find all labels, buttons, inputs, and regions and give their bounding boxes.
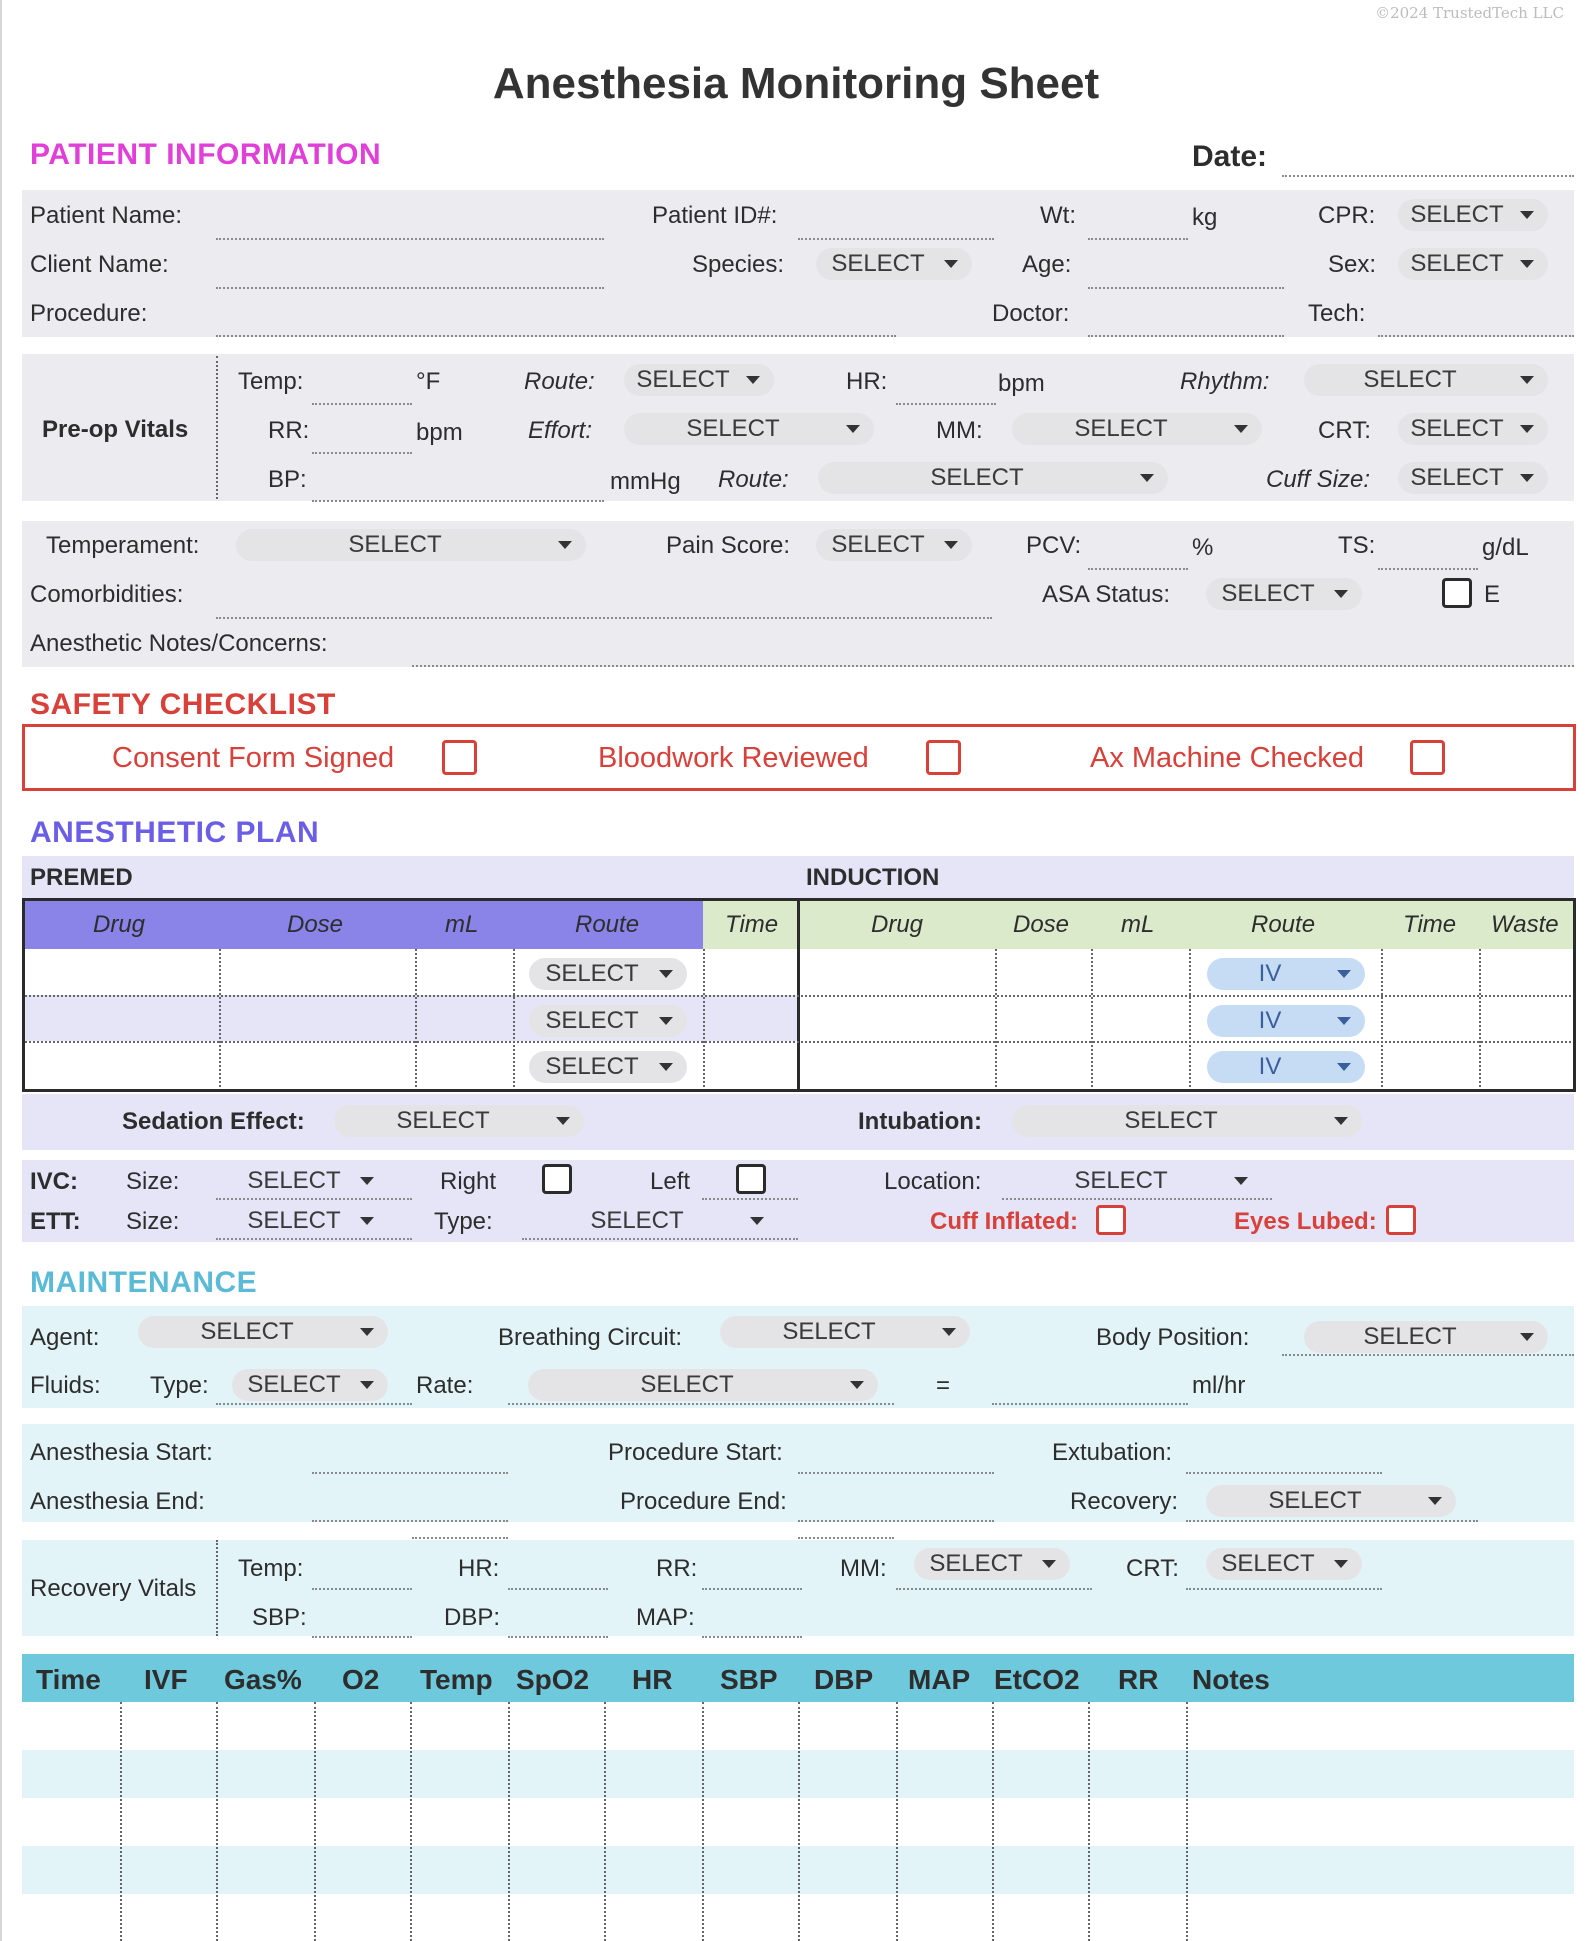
induction-col-dose: Dose [1013,911,1070,938]
consent-form-checkbox[interactable] [442,740,477,775]
chevron-down-icon [1140,474,1154,482]
rv-mm-label: MM: [840,1555,887,1582]
chevron-down-icon [850,1381,864,1389]
preop-temp-label: Temp: [238,368,304,395]
premed-route-select-2[interactable]: SELECT [529,1005,687,1037]
watermark: ©2024 TrustedTech LLC [1375,4,1564,22]
preop-route-label: Route: [524,368,595,395]
ts-field[interactable] [1378,568,1478,570]
premed-col-dose: Dose [287,911,344,938]
patient-name-field[interactable] [216,238,604,240]
chevron-down-icon [1520,1333,1534,1341]
induction-col-ml: mL [1121,911,1155,938]
patient-id-label: Patient ID#: [652,202,778,229]
recovery-underline [1186,1520,1478,1522]
premed-col-time: Time [725,911,779,938]
chevron-down-icon [1520,260,1534,268]
rv-crt-label: CRT: [1126,1555,1179,1582]
fluids-type-underline [216,1403,412,1405]
chevron-down-icon [750,1217,764,1225]
ett-size-select[interactable]: SELECT [232,1205,388,1237]
anesthesia-end-field[interactable] [312,1520,508,1522]
log-col-divider [508,1702,510,1941]
deg-f-unit: °F [416,368,441,395]
chevron-down-icon [1520,376,1534,384]
preop-rr-label: RR: [268,417,310,444]
left-underline [702,1198,798,1200]
left-label: Left [650,1168,691,1195]
rhythm-select[interactable]: SELECT [1304,364,1548,396]
location-underline [1002,1198,1272,1200]
equals-sign: = [936,1372,951,1399]
log-col-time: Time [36,1664,101,1695]
log-col-hr: HR [632,1664,673,1695]
rv-rr-label: RR: [656,1555,698,1582]
body-position-select[interactable]: SELECT [1304,1321,1548,1353]
chevron-down-icon [1334,590,1348,598]
procedure-field[interactable] [216,335,896,337]
asa-status-select[interactable]: SELECT [1206,578,1362,610]
log-col-divider [604,1702,606,1941]
log-col-ivf: IVF [144,1664,188,1695]
drug-table [22,898,1576,1092]
ivc-size-label: Size: [126,1168,180,1195]
ax-machine-checkbox[interactable] [1410,740,1445,775]
ett-type-label: Type: [434,1208,493,1235]
induction-route-select-3[interactable]: IV [1207,1051,1365,1083]
log-col-divider [798,1702,800,1941]
asa-emergency-label: E [1484,581,1501,608]
rhythm-label: Rhythm: [1180,368,1270,395]
mmhg-unit: mmHg [610,468,681,495]
patient-name-label: Patient Name: [30,202,183,229]
effort-select[interactable]: SELECT [624,413,874,445]
preop-rr-field[interactable] [312,452,412,454]
preop-crt-label: CRT: [1318,417,1371,444]
rv-mm-underline [896,1588,1092,1590]
row-divider [25,1041,1576,1043]
col-divider [1091,949,1093,1092]
anesthetic-notes-label: Anesthetic Notes/Concerns: [30,630,328,657]
log-col-divider [702,1702,704,1941]
recovery-vitals-label: Recovery Vitals [30,1575,197,1602]
chevron-down-icon [942,1328,956,1336]
recovery-divider [216,1540,218,1636]
chevron-down-icon [1334,1560,1348,1568]
right-label: Right [440,1168,497,1195]
log-col-o2: O2 [342,1664,380,1695]
chevron-down-icon [659,970,673,978]
chevron-down-icon [1234,425,1248,433]
gdl-unit: g/dL [1482,534,1529,561]
sedation-effect-label: Sedation Effect: [122,1108,305,1135]
cuff-inflated-checkbox[interactable] [1096,1205,1126,1235]
consent-form-label: Consent Form Signed [112,742,395,774]
extubation-field[interactable] [1186,1472,1382,1474]
preop-vitals-label: Pre-op Vitals [42,416,189,443]
pcv-percent-unit: % [1192,534,1214,561]
anesthetic-plan-heading: ANESTHETIC PLAN [30,816,320,849]
kg-unit: kg [1192,204,1218,231]
chevron-down-icon [558,541,572,549]
sedation-effect-select[interactable]: SELECT [334,1105,584,1137]
patient-info-heading: PATIENT INFORMATION [30,138,382,171]
preop-bp-label: BP: [268,466,307,493]
bloodwork-label: Bloodwork Reviewed [598,742,869,774]
chevron-down-icon [944,260,958,268]
rv-dbp-field[interactable] [508,1636,608,1638]
eyes-lubed-label: Eyes Lubed: [1234,1208,1377,1235]
wt-field[interactable] [1088,238,1188,240]
ivc-size-select[interactable]: SELECT [232,1165,388,1197]
sex-label: Sex: [1328,251,1377,278]
log-col-divider [314,1702,316,1941]
bloodwork-checkbox[interactable] [926,740,961,775]
log-col-dbp: DBP [814,1664,874,1695]
temp-route-select[interactable]: SELECT [624,364,774,396]
intubation-select[interactable]: SELECT [1012,1105,1362,1137]
procedure-start-label: Procedure Start: [608,1439,783,1466]
preop-hr-field[interactable] [896,403,996,405]
chevron-down-icon [1428,1497,1442,1505]
premed-col-ml: mL [445,911,479,938]
chevron-down-icon [1334,1117,1348,1125]
left-checkbox[interactable] [736,1164,766,1194]
chevron-down-icon [1337,970,1351,978]
col-divider [513,949,515,1092]
chevron-down-icon [659,1063,673,1071]
log-col-spo2: SpO2 [516,1664,590,1695]
premed-label: PREMED [30,864,133,891]
agent-label: Agent: [30,1324,100,1351]
chevron-down-icon [746,376,760,384]
chevron-down-icon [1042,1560,1056,1568]
agent-select[interactable]: SELECT [138,1316,388,1348]
safety-checklist-heading: SAFETY CHECKLIST [30,688,336,721]
chevron-down-icon [1520,474,1534,482]
induction-label: INDUCTION [806,864,940,891]
log-col-divider [1186,1702,1188,1941]
ivc-size-underline [216,1198,412,1200]
induction-col-route: Route [1251,911,1316,938]
log-col-temp: Temp [420,1664,493,1695]
temperament-label: Temperament: [46,532,200,559]
rv-hr-label: HR: [458,1555,500,1582]
cpr-select[interactable]: SELECT [1398,199,1548,231]
page-title: Anesthesia Monitoring Sheet [492,59,1100,108]
induction-col-waste: Waste [1491,911,1559,938]
pain-score-label: Pain Score: [666,532,791,559]
chevron-down-icon [1337,1063,1351,1071]
log-col-divider [120,1702,122,1941]
rv-map-label: MAP: [636,1604,695,1631]
preop-temp-field[interactable] [312,403,412,405]
location-select[interactable]: SELECT [1012,1165,1262,1197]
pcv-label: PCV: [1026,532,1082,559]
rv-crt-select[interactable]: SELECT [1206,1548,1362,1580]
fluids-label: Fluids: [30,1372,101,1399]
log-col-divider [992,1702,994,1941]
rv-rr-field[interactable] [702,1588,802,1590]
rv-mm-select[interactable]: SELECT [914,1548,1070,1580]
chevron-down-icon [556,1117,570,1125]
breathing-circuit-label: Breathing Circuit: [498,1324,683,1351]
preop-divider [216,356,218,499]
doctor-label: Doctor: [992,300,1070,327]
cpr-label: CPR: [1318,202,1376,229]
right-checkbox[interactable] [542,1164,572,1194]
asa-status-label: ASA Status: [1042,581,1171,608]
log-col-divider [410,1702,412,1941]
chevron-down-icon [846,425,860,433]
bp-route-label: Route: [718,466,789,493]
tech-label: Tech: [1308,300,1366,327]
rv-hr-field[interactable] [508,1588,608,1590]
ett-size-label: Size: [126,1208,180,1235]
comorbidities-field[interactable] [216,617,992,619]
location-label: Location: [884,1168,982,1195]
ett-size-underline [216,1238,412,1240]
plan-subheader-band [22,856,1574,898]
mlhr-unit: ml/hr [1192,1372,1246,1399]
fluids-type-label: Type: [150,1372,209,1399]
maintenance-heading: MAINTENANCE [30,1266,258,1299]
chevron-down-icon [1337,1017,1351,1025]
cuff-inflated-label: Cuff Inflated: [930,1208,1078,1235]
rv-crt-underline [1186,1588,1382,1590]
induction-col-drug: Drug [871,911,924,938]
rv-sbp-label: SBP: [252,1604,307,1631]
doctor-field[interactable] [1088,335,1284,337]
asa-emergency-checkbox[interactable] [1442,578,1472,608]
log-col-gas: Gas% [224,1664,302,1695]
col-divider [219,949,221,1092]
species-select[interactable]: SELECT [816,248,972,280]
rate-underline [508,1403,894,1405]
chevron-down-icon [360,1177,374,1185]
log-col-notes: Notes [1192,1664,1270,1695]
preop-mm-label: MM: [936,417,983,444]
log-col-divider [896,1702,898,1941]
ts-label: TS: [1338,532,1376,559]
cuff-size-label: Cuff Size: [1266,466,1371,493]
comorbidities-label: Comorbidities: [30,581,184,608]
chevron-down-icon [1520,425,1534,433]
breathing-circuit-select[interactable]: SELECT [720,1316,970,1348]
chevron-down-icon [1234,1177,1248,1185]
anesthesia-start-label: Anesthesia Start: [30,1439,213,1466]
col-divider [1189,949,1191,1092]
fluid-rate-field[interactable] [992,1403,1188,1405]
preop-crt-select[interactable]: SELECT [1398,413,1548,445]
col-divider [703,949,705,1092]
anesthetic-notes-field[interactable] [412,665,1574,667]
col-divider [995,949,997,1092]
bp-route-select[interactable]: SELECT [818,462,1168,494]
procedure-start-field[interactable] [798,1472,994,1474]
client-name-field[interactable] [216,287,604,289]
premed-col-drug: Drug [93,911,146,938]
recovery-select[interactable]: SELECT [1206,1485,1456,1517]
body-position-label: Body Position: [1096,1324,1250,1351]
age-field[interactable] [1088,287,1284,289]
premed-col-route: Route [575,911,640,938]
chevron-down-icon [659,1017,673,1025]
col-divider [1479,949,1481,1092]
procedure-end-field[interactable] [798,1520,994,1522]
ett-type-select[interactable]: SELECT [528,1205,778,1237]
induction-col-time: Time [1403,911,1457,938]
procedure-label: Procedure: [30,300,148,327]
chevron-down-icon [1520,211,1534,219]
temperament-select[interactable]: SELECT [236,529,586,561]
ett-type-underline [522,1238,798,1240]
log-col-rr: RR [1118,1664,1159,1695]
extra-underline-2 [798,1537,894,1539]
tech-field[interactable] [1378,335,1574,337]
wt-label: Wt: [1040,202,1076,229]
ett-label: ETT: [30,1208,81,1235]
rv-dbp-label: DBP: [444,1604,501,1631]
pain-score-select[interactable]: SELECT [816,529,972,561]
premed-route-select-1[interactable]: SELECT [529,958,687,990]
date-label: Date: [1192,140,1268,173]
effort-label: Effort: [528,417,593,444]
hr-bpm-unit: bpm [998,370,1045,397]
rr-bpm-unit: bpm [416,419,463,446]
recovery-label: Recovery: [1070,1488,1179,1515]
intubation-label: Intubation: [858,1108,982,1135]
procedure-end-label: Procedure End: [620,1488,787,1515]
anesthesia-end-label: Anesthesia End: [30,1488,205,1515]
rv-map-field[interactable] [702,1636,802,1638]
patient-id-field[interactable] [798,238,994,240]
induction-route-select-2[interactable]: IV [1207,1005,1365,1037]
rv-sbp-field[interactable] [312,1636,412,1638]
ivc-label: IVC: [30,1168,78,1195]
log-col-divider [1088,1702,1090,1941]
body-position-underline [1282,1354,1574,1356]
induction-route-select-1[interactable]: IV [1207,958,1365,990]
col-divider [415,949,417,1092]
col-divider [1381,949,1383,1092]
extubation-label: Extubation: [1052,1439,1173,1466]
date-field[interactable] [1282,175,1574,177]
rv-temp-label: Temp: [238,1555,304,1582]
client-name-label: Client Name: [30,251,169,278]
log-col-divider [216,1702,218,1941]
preop-hr-label: HR: [846,368,888,395]
cuff-size-select[interactable]: SELECT [1398,462,1548,494]
rate-label: Rate: [416,1372,474,1399]
log-col-sbp: SBP [720,1664,778,1695]
chevron-down-icon [360,1381,374,1389]
log-col-etco2: EtCO2 [994,1664,1080,1695]
anesthesia-start-field[interactable] [312,1472,508,1474]
chevron-down-icon [360,1217,374,1225]
pcv-field[interactable] [1088,568,1188,570]
age-label: Age: [1022,251,1072,278]
extra-underline-1 [412,1537,508,1539]
fluids-type-select[interactable]: SELECT [232,1369,388,1401]
rate-select[interactable]: SELECT [528,1369,878,1401]
rv-temp-field[interactable] [312,1588,412,1590]
preop-mm-select[interactable]: SELECT [1012,413,1262,445]
premed-route-select-3[interactable]: SELECT [529,1051,687,1083]
chevron-down-icon [944,541,958,549]
chevron-down-icon [360,1328,374,1336]
preop-bp-field[interactable] [312,500,604,502]
log-col-map: MAP [908,1664,971,1695]
eyes-lubed-checkbox[interactable] [1386,1205,1416,1235]
row-divider [25,995,1576,997]
sex-select[interactable]: SELECT [1398,248,1548,280]
ax-machine-label: Ax Machine Checked [1090,742,1365,774]
species-label: Species: [692,251,785,278]
